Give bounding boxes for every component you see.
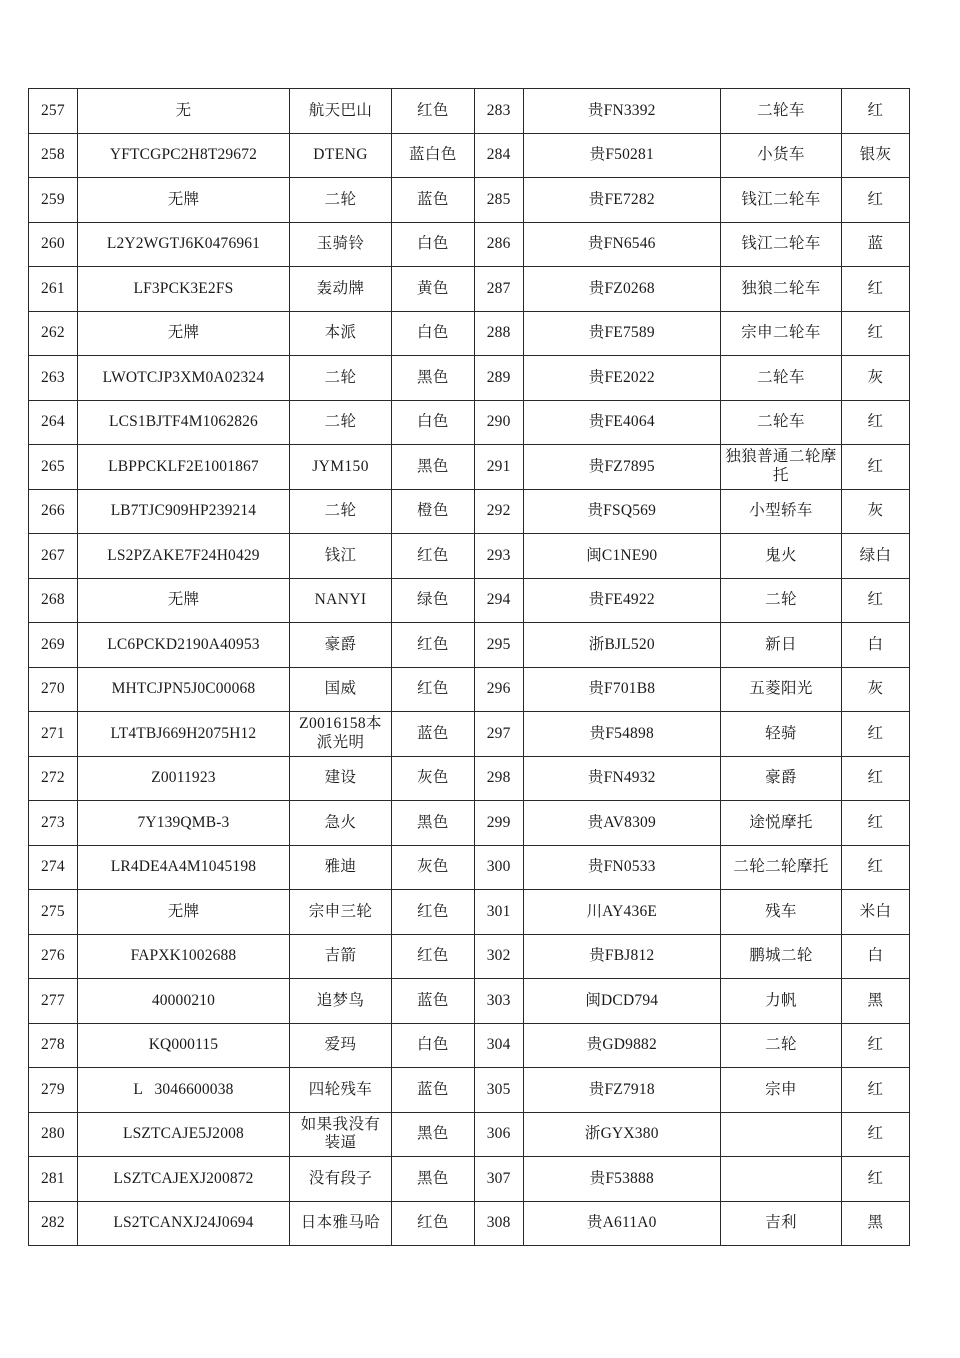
cell-type: 二轮车 xyxy=(721,356,842,401)
cell-color: 橙色 xyxy=(391,489,474,534)
cell-vin: LF3PCK3E2FS xyxy=(77,267,289,312)
cell-color2: 红 xyxy=(842,756,910,801)
cell-brand: 玉骑铃 xyxy=(290,222,392,267)
cell-idx2: 302 xyxy=(474,934,523,979)
cell-idx: 266 xyxy=(29,489,78,534)
table-row xyxy=(29,267,910,312)
table-row xyxy=(29,133,910,178)
cell-vin: LC6PCKD2190A40953 xyxy=(77,623,289,668)
cell-vin: LSZTCAJE5J2008 xyxy=(77,1112,289,1157)
cell-color: 蓝色 xyxy=(391,178,474,223)
cell-color: 红色 xyxy=(391,667,474,712)
cell-idx2: 304 xyxy=(474,1023,523,1068)
table-row xyxy=(29,712,910,757)
table-row xyxy=(29,1201,910,1246)
table-row xyxy=(29,623,910,668)
cell-vin: LS2PZAKE7F24H0429 xyxy=(77,534,289,579)
cell-plate: 贵F54898 xyxy=(523,712,720,757)
cell-color2: 红 xyxy=(842,1068,910,1113)
cell-idx2: 288 xyxy=(474,311,523,356)
cell-idx: 259 xyxy=(29,178,78,223)
cell-vin: 无牌 xyxy=(77,178,289,223)
cell-plate: 贵FZ7918 xyxy=(523,1068,720,1113)
cell-idx: 262 xyxy=(29,311,78,356)
cell-vin: 无牌 xyxy=(77,890,289,935)
cell-idx: 261 xyxy=(29,267,78,312)
vehicle-registry-table xyxy=(28,88,910,1246)
cell-plate: 闽DCD794 xyxy=(523,979,720,1024)
cell-idx2: 285 xyxy=(474,178,523,223)
table-row xyxy=(29,1112,910,1157)
cell-idx: 281 xyxy=(29,1157,78,1202)
cell-brand: NANYI xyxy=(290,578,392,623)
cell-color2: 黑 xyxy=(842,979,910,1024)
cell-brand: 二轮 xyxy=(290,178,392,223)
table-row xyxy=(29,89,910,134)
cell-idx: 273 xyxy=(29,801,78,846)
cell-plate: 贵FE4922 xyxy=(523,578,720,623)
cell-plate: 贵AV8309 xyxy=(523,801,720,846)
cell-brand: Z0016158本派光明 xyxy=(290,712,392,757)
cell-brand: 急火 xyxy=(290,801,392,846)
cell-type: 五菱阳光 xyxy=(721,667,842,712)
cell-color2: 红 xyxy=(842,1157,910,1202)
table-row xyxy=(29,1023,910,1068)
cell-idx2: 306 xyxy=(474,1112,523,1157)
cell-vin: LBPPCKLF2E1001867 xyxy=(77,445,289,490)
cell-color: 红色 xyxy=(391,623,474,668)
cell-idx: 265 xyxy=(29,445,78,490)
cell-brand: 追梦鸟 xyxy=(290,979,392,1024)
cell-type: 二轮车 xyxy=(721,89,842,134)
cell-color2: 白 xyxy=(842,934,910,979)
cell-plate: 贵FN0533 xyxy=(523,845,720,890)
table-row xyxy=(29,178,910,223)
cell-idx: 264 xyxy=(29,400,78,445)
cell-plate: 贵FN6546 xyxy=(523,222,720,267)
cell-plate: 贵GD9882 xyxy=(523,1023,720,1068)
cell-idx: 263 xyxy=(29,356,78,401)
cell-vin: 无牌 xyxy=(77,311,289,356)
cell-vin: L 3046600038 xyxy=(77,1068,289,1113)
cell-plate: 贵FSQ569 xyxy=(523,489,720,534)
cell-idx: 270 xyxy=(29,667,78,712)
cell-color: 红色 xyxy=(391,534,474,579)
cell-plate: 贵FE4064 xyxy=(523,400,720,445)
cell-vin: L2Y2WGTJ6K0476961 xyxy=(77,222,289,267)
cell-idx: 280 xyxy=(29,1112,78,1157)
cell-idx: 271 xyxy=(29,712,78,757)
cell-color: 黑色 xyxy=(391,801,474,846)
table-row xyxy=(29,1157,910,1202)
cell-brand: 建设 xyxy=(290,756,392,801)
cell-plate: 贵F53888 xyxy=(523,1157,720,1202)
cell-brand: 没有段子 xyxy=(290,1157,392,1202)
cell-vin: KQ000115 xyxy=(77,1023,289,1068)
cell-color: 黑色 xyxy=(391,356,474,401)
cell-brand: 二轮 xyxy=(290,400,392,445)
cell-plate: 贵FBJ812 xyxy=(523,934,720,979)
cell-idx: 276 xyxy=(29,934,78,979)
cell-color: 白色 xyxy=(391,311,474,356)
cell-color2: 灰 xyxy=(842,667,910,712)
cell-plate: 贵FZ7895 xyxy=(523,445,720,490)
cell-vin: LT4TBJ669H2075H12 xyxy=(77,712,289,757)
cell-type: 独狼普通二轮摩托 xyxy=(721,445,842,490)
cell-color: 白色 xyxy=(391,1023,474,1068)
cell-type: 力帆 xyxy=(721,979,842,1024)
table-row xyxy=(29,934,910,979)
cell-idx: 260 xyxy=(29,222,78,267)
cell-type: 吉利 xyxy=(721,1201,842,1246)
cell-color2: 红 xyxy=(842,578,910,623)
cell-idx: 272 xyxy=(29,756,78,801)
cell-type: 二轮二轮摩托 xyxy=(721,845,842,890)
cell-color: 黑色 xyxy=(391,1112,474,1157)
cell-plate: 贵FN3392 xyxy=(523,89,720,134)
cell-color2: 红 xyxy=(842,712,910,757)
cell-idx2: 287 xyxy=(474,267,523,312)
cell-brand: 爱玛 xyxy=(290,1023,392,1068)
cell-color2: 银灰 xyxy=(842,133,910,178)
table-row xyxy=(29,667,910,712)
cell-type: 钱江二轮车 xyxy=(721,222,842,267)
cell-brand: 二轮 xyxy=(290,356,392,401)
cell-brand: 雅迪 xyxy=(290,845,392,890)
cell-vin: Z0011923 xyxy=(77,756,289,801)
cell-vin: 无 xyxy=(77,89,289,134)
cell-vin: FAPXK1002688 xyxy=(77,934,289,979)
cell-color2: 绿白 xyxy=(842,534,910,579)
cell-brand: 宗申三轮 xyxy=(290,890,392,935)
cell-plate: 贵A611A0 xyxy=(523,1201,720,1246)
table-row xyxy=(29,311,910,356)
cell-idx2: 286 xyxy=(474,222,523,267)
cell-type: 小型轿车 xyxy=(721,489,842,534)
cell-idx2: 297 xyxy=(474,712,523,757)
cell-vin: LS2TCANXJ24J0694 xyxy=(77,1201,289,1246)
cell-idx2: 308 xyxy=(474,1201,523,1246)
cell-color: 蓝色 xyxy=(391,712,474,757)
cell-idx2: 295 xyxy=(474,623,523,668)
cell-color: 黑色 xyxy=(391,445,474,490)
cell-brand: 豪爵 xyxy=(290,623,392,668)
cell-type: 二轮 xyxy=(721,1023,842,1068)
cell-brand: 吉箭 xyxy=(290,934,392,979)
cell-vin: 40000210 xyxy=(77,979,289,1024)
cell-brand: JYM150 xyxy=(290,445,392,490)
cell-idx: 277 xyxy=(29,979,78,1024)
cell-color2: 红 xyxy=(842,311,910,356)
table-row xyxy=(29,756,910,801)
cell-color2: 灰 xyxy=(842,489,910,534)
cell-type: 二轮 xyxy=(721,578,842,623)
cell-type xyxy=(721,1112,842,1157)
cell-type: 新日 xyxy=(721,623,842,668)
cell-plate: 贵FE2022 xyxy=(523,356,720,401)
table-row xyxy=(29,534,910,579)
cell-idx: 278 xyxy=(29,1023,78,1068)
cell-idx: 258 xyxy=(29,133,78,178)
table-row xyxy=(29,1068,910,1113)
cell-color: 白色 xyxy=(391,400,474,445)
cell-color2: 灰 xyxy=(842,356,910,401)
cell-idx: 267 xyxy=(29,534,78,579)
cell-color2: 红 xyxy=(842,445,910,490)
cell-type: 小货车 xyxy=(721,133,842,178)
cell-vin: LR4DE4A4M1045198 xyxy=(77,845,289,890)
cell-idx2: 283 xyxy=(474,89,523,134)
cell-idx: 279 xyxy=(29,1068,78,1113)
cell-type: 豪爵 xyxy=(721,756,842,801)
cell-color: 黄色 xyxy=(391,267,474,312)
cell-idx: 269 xyxy=(29,623,78,668)
table-row xyxy=(29,489,910,534)
cell-color: 红色 xyxy=(391,890,474,935)
table-row xyxy=(29,222,910,267)
cell-color2: 红 xyxy=(842,1112,910,1157)
cell-color: 蓝色 xyxy=(391,979,474,1024)
cell-brand: 日本雅马哈 xyxy=(290,1201,392,1246)
cell-idx2: 293 xyxy=(474,534,523,579)
cell-idx2: 284 xyxy=(474,133,523,178)
cell-color2: 红 xyxy=(842,1023,910,1068)
cell-brand: 本派 xyxy=(290,311,392,356)
cell-idx2: 292 xyxy=(474,489,523,534)
cell-color2: 蓝 xyxy=(842,222,910,267)
table-row xyxy=(29,801,910,846)
cell-type: 独狼二轮车 xyxy=(721,267,842,312)
cell-type: 二轮车 xyxy=(721,400,842,445)
cell-brand: DTENG xyxy=(290,133,392,178)
cell-color2: 白 xyxy=(842,623,910,668)
table-row xyxy=(29,890,910,935)
cell-color: 蓝色 xyxy=(391,1068,474,1113)
cell-color2: 红 xyxy=(842,400,910,445)
cell-type: 钱江二轮车 xyxy=(721,178,842,223)
cell-brand: 二轮 xyxy=(290,489,392,534)
cell-vin: 无牌 xyxy=(77,578,289,623)
cell-idx2: 290 xyxy=(474,400,523,445)
cell-idx: 268 xyxy=(29,578,78,623)
table-row xyxy=(29,400,910,445)
cell-plate: 贵FE7282 xyxy=(523,178,720,223)
cell-brand: 四轮残车 xyxy=(290,1068,392,1113)
cell-idx: 282 xyxy=(29,1201,78,1246)
cell-color: 红色 xyxy=(391,1201,474,1246)
cell-vin: LSZTCAJEXJ200872 xyxy=(77,1157,289,1202)
cell-idx2: 296 xyxy=(474,667,523,712)
cell-color: 绿色 xyxy=(391,578,474,623)
cell-color2: 红 xyxy=(842,845,910,890)
cell-color2: 黑 xyxy=(842,1201,910,1246)
cell-idx2: 307 xyxy=(474,1157,523,1202)
cell-idx2: 289 xyxy=(474,356,523,401)
cell-color2: 红 xyxy=(842,801,910,846)
cell-type: 途悦摩托 xyxy=(721,801,842,846)
cell-brand: 轰动牌 xyxy=(290,267,392,312)
cell-color: 灰色 xyxy=(391,845,474,890)
cell-color: 灰色 xyxy=(391,756,474,801)
table-body xyxy=(29,89,910,1246)
cell-brand: 钱江 xyxy=(290,534,392,579)
cell-type: 轻骑 xyxy=(721,712,842,757)
cell-type: 残车 xyxy=(721,890,842,935)
table-row xyxy=(29,578,910,623)
cell-color: 黑色 xyxy=(391,1157,474,1202)
cell-color2: 红 xyxy=(842,267,910,312)
cell-color2: 红 xyxy=(842,178,910,223)
cell-idx2: 299 xyxy=(474,801,523,846)
cell-color: 蓝白色 xyxy=(391,133,474,178)
cell-plate: 浙BJL520 xyxy=(523,623,720,668)
cell-idx2: 301 xyxy=(474,890,523,935)
cell-idx: 257 xyxy=(29,89,78,134)
cell-idx2: 298 xyxy=(474,756,523,801)
table-row xyxy=(29,845,910,890)
cell-idx2: 291 xyxy=(474,445,523,490)
cell-plate: 闽C1NE90 xyxy=(523,534,720,579)
cell-color2: 红 xyxy=(842,89,910,134)
cell-brand: 国威 xyxy=(290,667,392,712)
cell-plate: 贵F50281 xyxy=(523,133,720,178)
table-row xyxy=(29,979,910,1024)
cell-plate: 川AY436E xyxy=(523,890,720,935)
cell-idx2: 305 xyxy=(474,1068,523,1113)
cell-plate: 贵FE7589 xyxy=(523,311,720,356)
table-row xyxy=(29,445,910,490)
cell-plate: 贵FN4932 xyxy=(523,756,720,801)
cell-color: 红色 xyxy=(391,89,474,134)
table-row xyxy=(29,356,910,401)
cell-type: 宗申 xyxy=(721,1068,842,1113)
cell-plate: 浙GYX380 xyxy=(523,1112,720,1157)
cell-idx2: 300 xyxy=(474,845,523,890)
cell-vin: LB7TJC909HP239214 xyxy=(77,489,289,534)
cell-plate: 贵FZ0268 xyxy=(523,267,720,312)
cell-idx: 274 xyxy=(29,845,78,890)
cell-idx2: 303 xyxy=(474,979,523,1024)
cell-vin: LWOTCJP3XM0A02324 xyxy=(77,356,289,401)
cell-idx: 275 xyxy=(29,890,78,935)
cell-color: 红色 xyxy=(391,934,474,979)
cell-brand: 如果我没有装逼 xyxy=(290,1112,392,1157)
cell-plate: 贵F701B8 xyxy=(523,667,720,712)
cell-vin: YFTCGPC2H8T29672 xyxy=(77,133,289,178)
cell-brand: 航天巴山 xyxy=(290,89,392,134)
cell-idx2: 294 xyxy=(474,578,523,623)
cell-type: 宗申二轮车 xyxy=(721,311,842,356)
cell-type xyxy=(721,1157,842,1202)
cell-color2: 米白 xyxy=(842,890,910,935)
cell-type: 鹏城二轮 xyxy=(721,934,842,979)
cell-vin: MHTCJPN5J0C00068 xyxy=(77,667,289,712)
cell-vin: 7Y139QMB-3 xyxy=(77,801,289,846)
cell-color: 白色 xyxy=(391,222,474,267)
cell-vin: LCS1BJTF4M1062826 xyxy=(77,400,289,445)
cell-type: 鬼火 xyxy=(721,534,842,579)
